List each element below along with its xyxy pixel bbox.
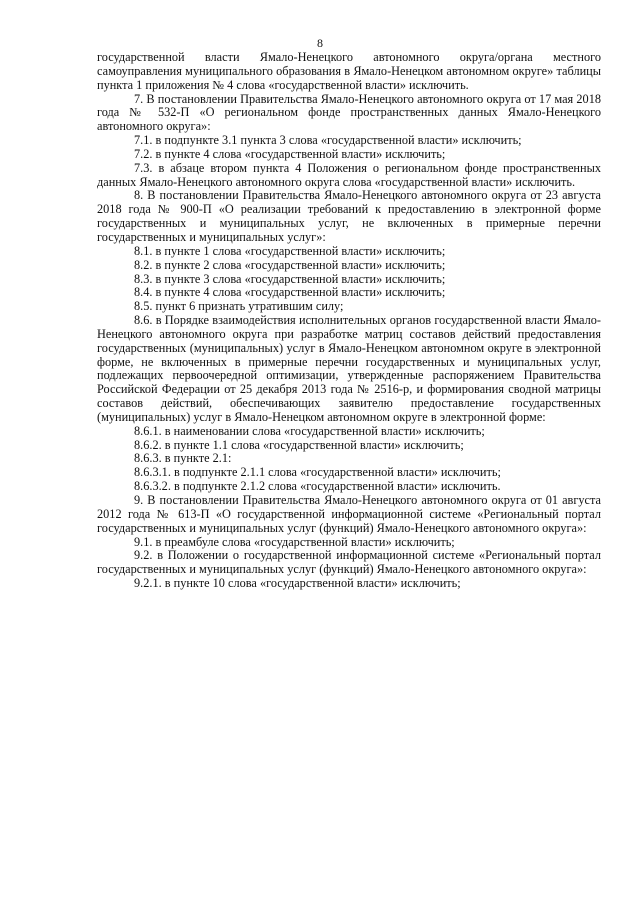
paragraph-item-9-1: 9.1. в преамбуле слова «государственной власти» исключить;	[134, 534, 455, 549]
page-number: 8	[317, 36, 323, 50]
paragraph-item-8-6-3-2: 8.6.3.2. в подпункте 2.1.2 слова «государственной власти» исключить.	[134, 479, 501, 494]
paragraph-item-8-3: 8.3. в пункте 3 слова «государственной власти» исключить;	[134, 271, 446, 286]
paragraph-item-9-2-1: 9.2.1. в пункте 10 слова «государственной власти» исключить;	[134, 576, 461, 591]
paragraph-item-7-1: 7.1. в подпункте 3.1 пункта 3 слова «государственной власти» исключить;	[134, 133, 522, 148]
paragraph-item-8-6-3: 8.6.3. в пункте 2.1:	[134, 451, 232, 466]
paragraph-item-8-4: 8.4. в пункте 4 слова «государственной власти» исключить;	[134, 285, 446, 300]
paragraph-item-8-2: 8.2. в пункте 2 слова «государственной власти» исключить;	[134, 257, 446, 272]
paragraph-item-8-6-3-1: 8.6.3.1. в подпункте 2.1.1 слова «государственной власти» исключить;	[134, 465, 501, 480]
paragraph-item-8-6-1: 8.6.1. в наименовании слова «государственной власти» исключить;	[134, 423, 485, 438]
paragraph-item-7-2: 7.2. в пункте 4 слова «государственной власти» исключить;	[134, 146, 446, 161]
paragraph-item-8-5: 8.5. пункт 6 признать утратившим силу;	[134, 299, 344, 314]
paragraph-item-8-1: 8.1. в пункте 1 слова «государственной власти» исключить;	[134, 243, 446, 258]
paragraph-item-8: 8. В постановлении Правительства Ямало-Ненецкого автономного округа от 23 августа 2018 года № 900-П «О реализации требований к предоставлению в электронной форме государственных и муниципальных услуг, не включенных в примерные перечни государственных и муниципальных услуг»:	[97, 188, 601, 244]
paragraph-continuation: государственной власти Ямало-Ненецкого автономного округа/органа местного самоуправления муниципального образования в Ямало-Ненецком автономном округе» таблицы пункта 1 приложения № 4 слова «государственной власти» исключить.	[97, 50, 601, 92]
document-body	[97, 51, 601, 591]
paragraph-item-7-3: 7.3. в абзаце втором пункта 4 Положения о региональном фонде пространственных данных Ямало-Ненецкого автономного округа слова «государственной власти» исключить.	[97, 160, 601, 189]
paragraph-item-9: 9. В постановлении Правительства Ямало-Ненецкого автономного округа от 01 августа 2012 года № 613-П «О государственной информационной системе «Региональный портал государственных и муниципальных услуг (функций) Ямало-Ненецкого автономного округа»:	[97, 493, 601, 535]
paragraph-item-8-6-2: 8.6.2. в пункте 1.1 слова «государственной власти» исключить;	[134, 437, 464, 452]
paragraph-item-9-2: 9.2. в Положении о государственной информационной системе «Региональный портал государственных и муниципальных услуг (функций) Ямало-Ненецкого автономного округа»:	[97, 548, 601, 577]
paragraph-item-8-6: 8.6. в Порядке взаимодействия исполнительных органов государственной власти Ямало-Ненецкого автономного округа при разработке матриц составов действий предоставления государственных (муниципальных) услуг в Ямало-Ненецком автономном округе в электронной форме, не включенных в примерные перечни государственных и муниципальных услуг, подлежащих первоочередной оптимизации, утвержденные распоряжением Правительства Российской Федерации от 25 декабря 2013 года № 2516-р, и формирования сводной матрицы составов действий, обеспечивающих заявителю предоставление государственных (муниципальных) услуг в Ямало-Ненецком автономном округе в электронной форме:	[97, 313, 601, 424]
paragraph-item-7: 7. В постановлении Правительства Ямало-Ненецкого автономного округа от 17 мая 2018 года № 532-П «О региональном фонде пространственных данных Ямало-Ненецкого автономного округа»:	[97, 91, 601, 134]
